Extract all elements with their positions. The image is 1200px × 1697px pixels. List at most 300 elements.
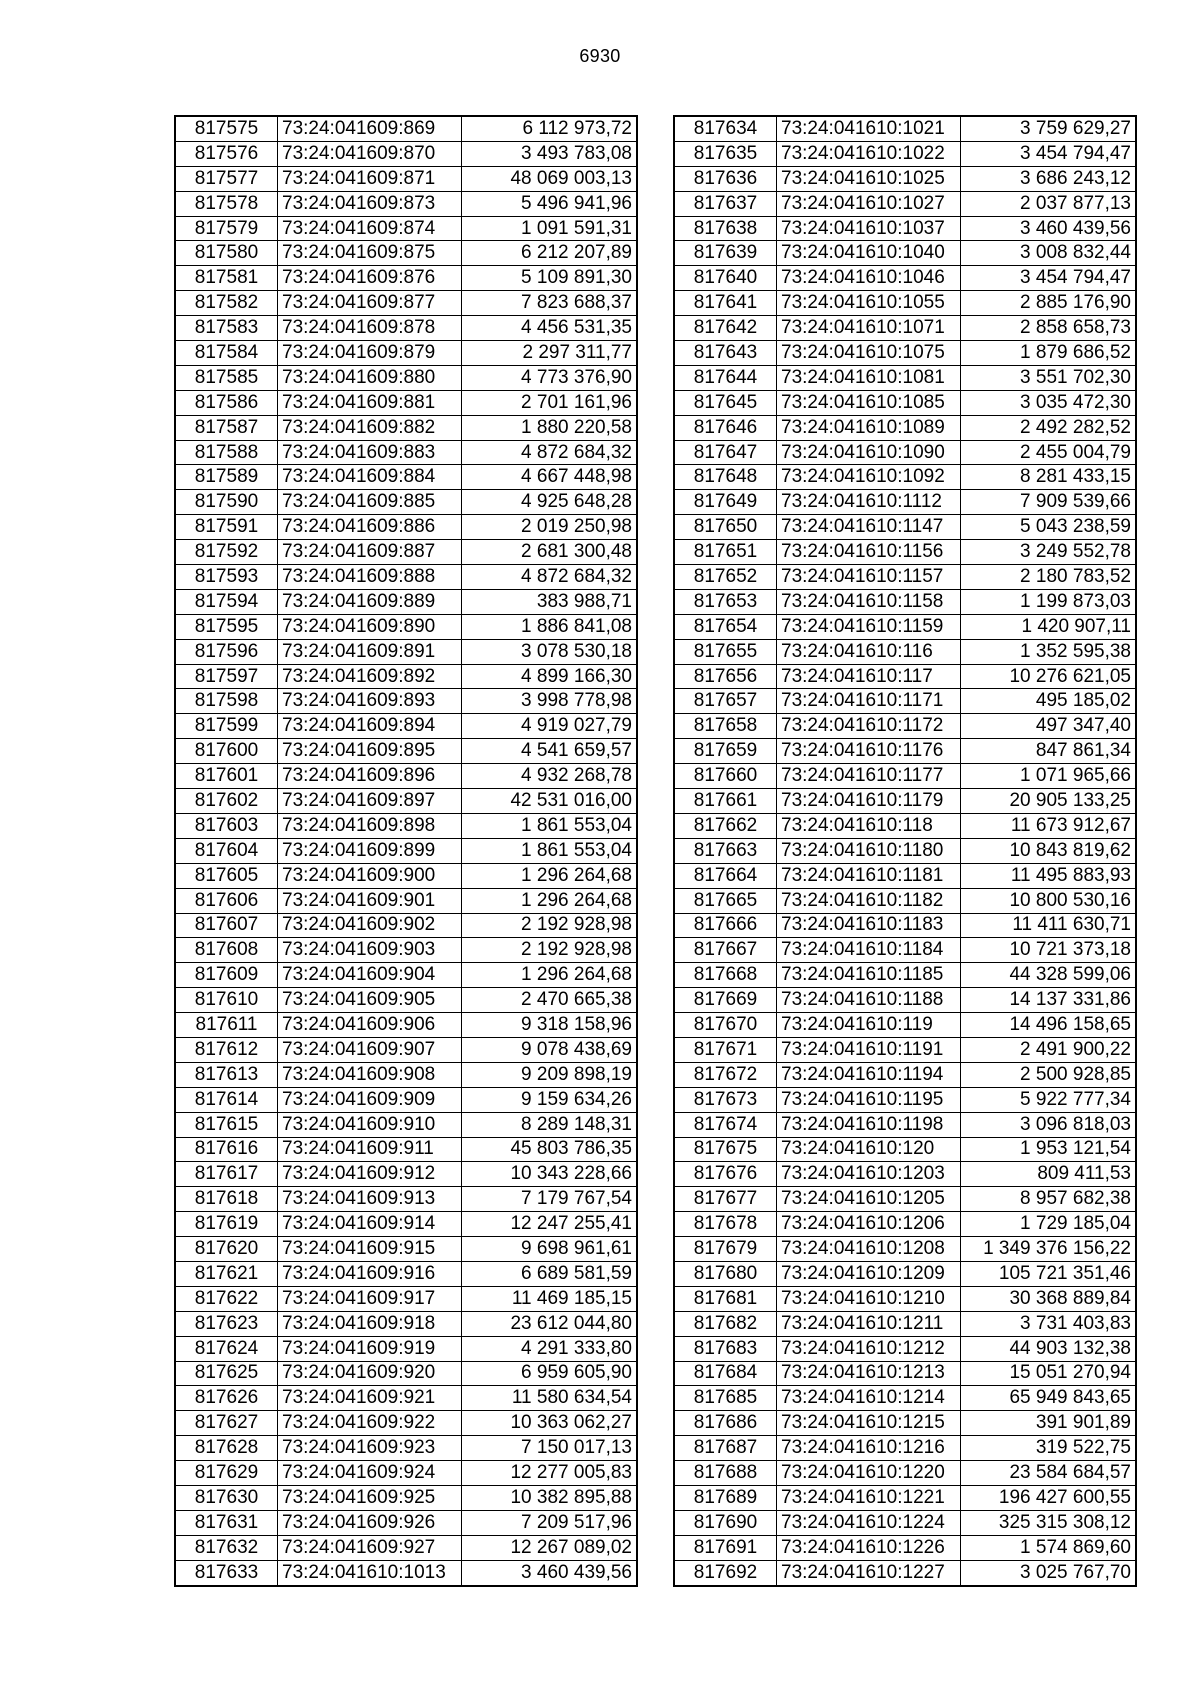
- table-row: [175, 1212, 637, 1237]
- cadastral-value-cell: 12 247 255,41: [462, 1212, 638, 1237]
- table-row: [674, 1037, 1136, 1062]
- cadastral-value-cell: 1 574 869,60: [961, 1535, 1137, 1560]
- cadastral-number-cell: 73:24:041609:876: [278, 266, 462, 291]
- table-row: [674, 938, 1136, 963]
- cadastral-value-cell: 20 905 133,25: [961, 789, 1137, 814]
- cadastral-number-cell: 73:24:041610:1182: [777, 888, 961, 913]
- table-row: [674, 166, 1136, 191]
- cadastral-number-cell: 73:24:041609:910: [278, 1112, 462, 1137]
- record-number-cell: 817619: [175, 1212, 278, 1237]
- table-row: [674, 988, 1136, 1013]
- cadastral-number-cell: 73:24:041610:1179: [777, 789, 961, 814]
- table-row: [175, 888, 637, 913]
- cadastral-value-cell: 391 901,89: [961, 1411, 1137, 1436]
- cadastral-value-cell: 4 919 027,79: [462, 714, 638, 739]
- cadastral-value-cell: 1 349 376 156,22: [961, 1237, 1137, 1262]
- cadastral-number-cell: 73:24:041610:1227: [777, 1560, 961, 1585]
- cadastral-value-cell: 2 297 311,77: [462, 341, 638, 366]
- record-number-cell: 817671: [674, 1037, 777, 1062]
- table-row: [674, 1560, 1136, 1585]
- record-number-cell: 817666: [674, 913, 777, 938]
- cadastral-number-cell: 73:24:041609:920: [278, 1361, 462, 1386]
- cadastral-value-cell: 10 363 062,27: [462, 1411, 638, 1436]
- cadastral-value-cell: 4 925 648,28: [462, 490, 638, 515]
- record-number-cell: 817590: [175, 490, 278, 515]
- cadastral-value-cell: 1 886 841,08: [462, 614, 638, 639]
- cadastral-value-cell: 4 872 684,32: [462, 565, 638, 590]
- cadastral-value-cell: 9 078 438,69: [462, 1037, 638, 1062]
- cadastral-number-cell: 73:24:041609:919: [278, 1336, 462, 1361]
- cadastral-number-cell: 73:24:041609:912: [278, 1162, 462, 1187]
- record-number-cell: 817656: [674, 664, 777, 689]
- table-row: [674, 316, 1136, 341]
- record-number-cell: 817653: [674, 589, 777, 614]
- table-row: [674, 490, 1136, 515]
- cadastral-value-cell: 7 179 767,54: [462, 1187, 638, 1212]
- table-row: [175, 1386, 637, 1411]
- cadastral-number-cell: 73:24:041610:1203: [777, 1162, 961, 1187]
- record-number-cell: 817670: [674, 1013, 777, 1038]
- cadastral-value-cell: 10 843 819,62: [961, 838, 1137, 863]
- cadastral-number-cell: 73:24:041610:1027: [777, 191, 961, 216]
- cadastral-number-cell: 73:24:041610:1085: [777, 390, 961, 415]
- record-number-cell: 817634: [674, 116, 777, 141]
- cadastral-number-cell: 73:24:041610:1184: [777, 938, 961, 963]
- cadastral-value-cell: 2 492 282,52: [961, 415, 1137, 440]
- record-number-cell: 817644: [674, 365, 777, 390]
- cadastral-number-cell: 73:24:041610:1022: [777, 141, 961, 166]
- record-number-cell: 817646: [674, 415, 777, 440]
- cadastral-value-cell: 11 580 634,54: [462, 1386, 638, 1411]
- cadastral-number-cell: 73:24:041610:1216: [777, 1436, 961, 1461]
- right-table: [673, 115, 1137, 1587]
- table-row: [674, 1212, 1136, 1237]
- cadastral-value-cell: 4 872 684,32: [462, 440, 638, 465]
- cadastral-value-cell: 4 667 448,98: [462, 465, 638, 490]
- cadastral-value-cell: 10 276 621,05: [961, 664, 1137, 689]
- table-row: [175, 341, 637, 366]
- record-number-cell: 817636: [674, 166, 777, 191]
- cadastral-value-cell: 105 721 351,46: [961, 1261, 1137, 1286]
- record-number-cell: 817677: [674, 1187, 777, 1212]
- cadastral-value-cell: 44 328 599,06: [961, 963, 1137, 988]
- table-row: [674, 341, 1136, 366]
- cadastral-number-cell: 73:24:041609:874: [278, 216, 462, 241]
- table-row: [674, 540, 1136, 565]
- record-number-cell: 817642: [674, 316, 777, 341]
- record-number-cell: 817667: [674, 938, 777, 963]
- cadastral-value-cell: 319 522,75: [961, 1436, 1137, 1461]
- cadastral-number-cell: 73:24:041609:905: [278, 988, 462, 1013]
- cadastral-number-cell: 73:24:041610:1185: [777, 963, 961, 988]
- record-number-cell: 817691: [674, 1535, 777, 1560]
- record-number-cell: 817604: [175, 838, 278, 863]
- cadastral-number-cell: 73:24:041609:877: [278, 291, 462, 316]
- cadastral-number-cell: 73:24:041610:1157: [777, 565, 961, 590]
- record-number-cell: 817682: [674, 1311, 777, 1336]
- record-number-cell: 817616: [175, 1137, 278, 1162]
- cadastral-number-cell: 73:24:041609:886: [278, 515, 462, 540]
- cadastral-value-cell: 6 112 973,72: [462, 116, 638, 141]
- cadastral-number-cell: 73:24:041609:901: [278, 888, 462, 913]
- table-row: [674, 1510, 1136, 1535]
- table-row: [175, 365, 637, 390]
- record-number-cell: 817596: [175, 639, 278, 664]
- record-number-cell: 817629: [175, 1461, 278, 1486]
- table-row: [175, 216, 637, 241]
- table-row: [175, 141, 637, 166]
- record-number-cell: 817639: [674, 241, 777, 266]
- cadastral-number-cell: 73:24:041610:1046: [777, 266, 961, 291]
- cadastral-number-cell: 73:24:041609:906: [278, 1013, 462, 1038]
- cadastral-value-cell: 4 899 166,30: [462, 664, 638, 689]
- record-number-cell: 817597: [175, 664, 278, 689]
- cadastral-number-cell: 73:24:041609:891: [278, 639, 462, 664]
- table-row: [674, 291, 1136, 316]
- cadastral-value-cell: 7 150 017,13: [462, 1436, 638, 1461]
- cadastral-number-cell: 73:24:041610:1089: [777, 415, 961, 440]
- cadastral-number-cell: 73:24:041609:869: [278, 116, 462, 141]
- record-number-cell: 817630: [175, 1485, 278, 1510]
- cadastral-value-cell: 2 701 161,96: [462, 390, 638, 415]
- record-number-cell: 817662: [674, 813, 777, 838]
- record-number-cell: 817628: [175, 1436, 278, 1461]
- cadastral-number-cell: 73:24:041610:1208: [777, 1237, 961, 1262]
- right-table-body: [674, 116, 1136, 1586]
- record-number-cell: 817618: [175, 1187, 278, 1212]
- cadastral-value-cell: 6 689 581,59: [462, 1261, 638, 1286]
- record-number-cell: 817673: [674, 1087, 777, 1112]
- cadastral-value-cell: 5 496 941,96: [462, 191, 638, 216]
- table-row: [674, 1286, 1136, 1311]
- cadastral-value-cell: 847 861,34: [961, 739, 1137, 764]
- record-number-cell: 817665: [674, 888, 777, 913]
- table-row: [175, 166, 637, 191]
- cadastral-value-cell: 11 495 883,93: [961, 863, 1137, 888]
- cadastral-number-cell: 73:24:041609:927: [278, 1535, 462, 1560]
- cadastral-number-cell: 73:24:041610:1220: [777, 1461, 961, 1486]
- table-row: [674, 1436, 1136, 1461]
- cadastral-value-cell: 196 427 600,55: [961, 1485, 1137, 1510]
- table-row: [674, 813, 1136, 838]
- cadastral-value-cell: 495 185,02: [961, 689, 1137, 714]
- left-table: [174, 115, 638, 1587]
- cadastral-number-cell: 73:24:041610:1158: [777, 589, 961, 614]
- cadastral-value-cell: 1 071 965,66: [961, 764, 1137, 789]
- cadastral-number-cell: 73:24:041610:116: [777, 639, 961, 664]
- cadastral-value-cell: 7 909 539,66: [961, 490, 1137, 515]
- cadastral-value-cell: 3 008 832,44: [961, 241, 1137, 266]
- table-row: [175, 789, 637, 814]
- cadastral-number-cell: 73:24:041610:1206: [777, 1212, 961, 1237]
- cadastral-number-cell: 73:24:041610:120: [777, 1137, 961, 1162]
- record-number-cell: 817652: [674, 565, 777, 590]
- cadastral-value-cell: 325 315 308,12: [961, 1510, 1137, 1535]
- record-number-cell: 817582: [175, 291, 278, 316]
- cadastral-number-cell: 73:24:041610:1188: [777, 988, 961, 1013]
- cadastral-number-cell: 73:24:041609:914: [278, 1212, 462, 1237]
- record-number-cell: 817600: [175, 739, 278, 764]
- cadastral-number-cell: 73:24:041609:908: [278, 1062, 462, 1087]
- table-row: [175, 191, 637, 216]
- table-row: [175, 515, 637, 540]
- record-number-cell: 817640: [674, 266, 777, 291]
- cadastral-value-cell: 3 460 439,56: [462, 1560, 638, 1585]
- table-row: [674, 714, 1136, 739]
- record-number-cell: 817648: [674, 465, 777, 490]
- cadastral-number-cell: 73:24:041610:1224: [777, 1510, 961, 1535]
- record-number-cell: 817613: [175, 1062, 278, 1087]
- cadastral-value-cell: 48 069 003,13: [462, 166, 638, 191]
- table-row: [674, 1112, 1136, 1137]
- cadastral-value-cell: 2 192 928,98: [462, 913, 638, 938]
- cadastral-value-cell: 6 959 605,90: [462, 1361, 638, 1386]
- cadastral-number-cell: 73:24:041610:1172: [777, 714, 961, 739]
- cadastral-value-cell: 5 109 891,30: [462, 266, 638, 291]
- cadastral-number-cell: 73:24:041610:1092: [777, 465, 961, 490]
- record-number-cell: 817620: [175, 1237, 278, 1262]
- cadastral-number-cell: 73:24:041610:1090: [777, 440, 961, 465]
- table-row: [674, 1386, 1136, 1411]
- cadastral-value-cell: 14 137 331,86: [961, 988, 1137, 1013]
- record-number-cell: 817587: [175, 415, 278, 440]
- cadastral-value-cell: 9 209 898,19: [462, 1062, 638, 1087]
- cadastral-number-cell: 73:24:041609:921: [278, 1386, 462, 1411]
- record-number-cell: 817631: [175, 1510, 278, 1535]
- cadastral-number-cell: 73:24:041610:1025: [777, 166, 961, 191]
- cadastral-value-cell: 9 698 961,61: [462, 1237, 638, 1262]
- table-row: [175, 1261, 637, 1286]
- record-number-cell: 817661: [674, 789, 777, 814]
- cadastral-number-cell: 73:24:041610:1226: [777, 1535, 961, 1560]
- cadastral-value-cell: 23 584 684,57: [961, 1461, 1137, 1486]
- cadastral-number-cell: 73:24:041609:896: [278, 764, 462, 789]
- cadastral-value-cell: 1 352 595,38: [961, 639, 1137, 664]
- cadastral-number-cell: 73:24:041610:1176: [777, 739, 961, 764]
- cadastral-number-cell: 73:24:041610:1209: [777, 1261, 961, 1286]
- cadastral-value-cell: 42 531 016,00: [462, 789, 638, 814]
- record-number-cell: 817581: [175, 266, 278, 291]
- cadastral-number-cell: 73:24:041609:898: [278, 813, 462, 838]
- cadastral-value-cell: 3 454 794,47: [961, 266, 1137, 291]
- cadastral-value-cell: 14 496 158,65: [961, 1013, 1137, 1038]
- cadastral-number-cell: 73:24:041609:885: [278, 490, 462, 515]
- cadastral-number-cell: 73:24:041610:1195: [777, 1087, 961, 1112]
- cadastral-number-cell: 73:24:041609:870: [278, 141, 462, 166]
- table-row: [674, 913, 1136, 938]
- record-number-cell: 817692: [674, 1560, 777, 1585]
- cadastral-value-cell: 2 180 783,52: [961, 565, 1137, 590]
- table-row: [175, 116, 637, 141]
- cadastral-number-cell: 73:24:041609:918: [278, 1311, 462, 1336]
- table-row: [674, 191, 1136, 216]
- table-row: [674, 1187, 1136, 1212]
- record-number-cell: 817609: [175, 963, 278, 988]
- table-row: [175, 565, 637, 590]
- record-number-cell: 817585: [175, 365, 278, 390]
- cadastral-number-cell: 73:24:041609:903: [278, 938, 462, 963]
- cadastral-number-cell: 73:24:041609:907: [278, 1037, 462, 1062]
- table-row: [674, 365, 1136, 390]
- record-number-cell: 817676: [674, 1162, 777, 1187]
- record-number-cell: 817689: [674, 1485, 777, 1510]
- cadastral-value-cell: 7 823 688,37: [462, 291, 638, 316]
- cadastral-value-cell: 2 455 004,79: [961, 440, 1137, 465]
- cadastral-value-cell: 3 078 530,18: [462, 639, 638, 664]
- cadastral-number-cell: 73:24:041610:1198: [777, 1112, 961, 1137]
- record-number-cell: 817659: [674, 739, 777, 764]
- record-number-cell: 817643: [674, 341, 777, 366]
- cadastral-value-cell: 2 681 300,48: [462, 540, 638, 565]
- cadastral-number-cell: 73:24:041609:873: [278, 191, 462, 216]
- table-row: [175, 714, 637, 739]
- cadastral-number-cell: 73:24:041610:1037: [777, 216, 961, 241]
- record-number-cell: 817615: [175, 1112, 278, 1137]
- record-number-cell: 817668: [674, 963, 777, 988]
- table-row: [175, 1062, 637, 1087]
- cadastral-number-cell: 73:24:041609:871: [278, 166, 462, 191]
- record-number-cell: 817595: [175, 614, 278, 639]
- cadastral-value-cell: 1 729 185,04: [961, 1212, 1137, 1237]
- table-row: [175, 1137, 637, 1162]
- record-number-cell: 817681: [674, 1286, 777, 1311]
- record-number-cell: 817657: [674, 689, 777, 714]
- cadastral-value-cell: 3 460 439,56: [961, 216, 1137, 241]
- cadastral-number-cell: 73:24:041609:888: [278, 565, 462, 590]
- record-number-cell: 817599: [175, 714, 278, 739]
- cadastral-number-cell: 73:24:041609:909: [278, 1087, 462, 1112]
- cadastral-value-cell: 1 296 264,68: [462, 863, 638, 888]
- cadastral-value-cell: 3 249 552,78: [961, 540, 1137, 565]
- table-row: [175, 813, 637, 838]
- cadastral-value-cell: 10 800 530,16: [961, 888, 1137, 913]
- record-number-cell: 817669: [674, 988, 777, 1013]
- cadastral-value-cell: 4 541 659,57: [462, 739, 638, 764]
- table-row: [175, 1087, 637, 1112]
- cadastral-number-cell: 73:24:041609:878: [278, 316, 462, 341]
- record-number-cell: 817617: [175, 1162, 278, 1187]
- table-row: [175, 241, 637, 266]
- record-number-cell: 817675: [674, 1137, 777, 1162]
- record-number-cell: 817663: [674, 838, 777, 863]
- record-number-cell: 817580: [175, 241, 278, 266]
- record-number-cell: 817591: [175, 515, 278, 540]
- record-number-cell: 817589: [175, 465, 278, 490]
- cadastral-number-cell: 73:24:041610:1213: [777, 1361, 961, 1386]
- cadastral-number-cell: 73:24:041609:923: [278, 1436, 462, 1461]
- record-number-cell: 817654: [674, 614, 777, 639]
- cadastral-value-cell: 12 277 005,83: [462, 1461, 638, 1486]
- table-row: [175, 589, 637, 614]
- cadastral-value-cell: 30 368 889,84: [961, 1286, 1137, 1311]
- table-row: [175, 490, 637, 515]
- table-row: [175, 266, 637, 291]
- table-row: [175, 1162, 637, 1187]
- table-row: [674, 241, 1136, 266]
- cadastral-value-cell: 3 493 783,08: [462, 141, 638, 166]
- cadastral-number-cell: 73:24:041609:895: [278, 739, 462, 764]
- record-number-cell: 817679: [674, 1237, 777, 1262]
- cadastral-number-cell: 73:24:041609:916: [278, 1261, 462, 1286]
- record-number-cell: 817633: [175, 1560, 278, 1585]
- record-number-cell: 817672: [674, 1062, 777, 1087]
- cadastral-value-cell: 12 267 089,02: [462, 1535, 638, 1560]
- table-row: [674, 1261, 1136, 1286]
- cadastral-number-cell: 73:24:041610:1205: [777, 1187, 961, 1212]
- table-row: [175, 1485, 637, 1510]
- table-row: [674, 465, 1136, 490]
- table-row: [674, 1087, 1136, 1112]
- table-row: [674, 1535, 1136, 1560]
- cadastral-value-cell: 7 209 517,96: [462, 1510, 638, 1535]
- table-row: [175, 1510, 637, 1535]
- table-row: [175, 1411, 637, 1436]
- table-row: [175, 540, 637, 565]
- table-row: [175, 689, 637, 714]
- cadastral-value-cell: 45 803 786,35: [462, 1137, 638, 1162]
- left-table-body: [175, 116, 637, 1586]
- cadastral-number-cell: 73:24:041610:1214: [777, 1386, 961, 1411]
- cadastral-number-cell: 73:24:041610:1211: [777, 1311, 961, 1336]
- cadastral-number-cell: 73:24:041609:893: [278, 689, 462, 714]
- cadastral-number-cell: 73:24:041609:897: [278, 789, 462, 814]
- record-number-cell: 817664: [674, 863, 777, 888]
- cadastral-number-cell: 73:24:041609:884: [278, 465, 462, 490]
- record-number-cell: 817621: [175, 1261, 278, 1286]
- table-row: [674, 1485, 1136, 1510]
- cadastral-value-cell: 3 998 778,98: [462, 689, 638, 714]
- cadastral-value-cell: 3 686 243,12: [961, 166, 1137, 191]
- cadastral-value-cell: 8 289 148,31: [462, 1112, 638, 1137]
- cadastral-value-cell: 1 953 121,54: [961, 1137, 1137, 1162]
- table-row: [674, 116, 1136, 141]
- cadastral-value-cell: 11 469 185,15: [462, 1286, 638, 1311]
- cadastral-value-cell: 10 382 895,88: [462, 1485, 638, 1510]
- table-row: [175, 1112, 637, 1137]
- record-number-cell: 817688: [674, 1461, 777, 1486]
- cadastral-number-cell: 73:24:041610:1147: [777, 515, 961, 540]
- record-number-cell: 817594: [175, 589, 278, 614]
- record-number-cell: 817583: [175, 316, 278, 341]
- record-number-cell: 817649: [674, 490, 777, 515]
- table-row: [175, 938, 637, 963]
- table-row: [674, 888, 1136, 913]
- table-row: [175, 639, 637, 664]
- cadastral-number-cell: 73:24:041609:911: [278, 1137, 462, 1162]
- record-number-cell: 817606: [175, 888, 278, 913]
- cadastral-number-cell: 73:24:041609:875: [278, 241, 462, 266]
- cadastral-number-cell: 73:24:041610:1191: [777, 1037, 961, 1062]
- table-row: [674, 1062, 1136, 1087]
- cadastral-value-cell: 1 091 591,31: [462, 216, 638, 241]
- record-number-cell: 817592: [175, 540, 278, 565]
- cadastral-number-cell: 73:24:041609:922: [278, 1411, 462, 1436]
- table-row: [175, 838, 637, 863]
- cadastral-value-cell: 4 456 531,35: [462, 316, 638, 341]
- cadastral-value-cell: 3 035 472,30: [961, 390, 1137, 415]
- cadastral-number-cell: 73:24:041609:880: [278, 365, 462, 390]
- cadastral-number-cell: 73:24:041610:118: [777, 813, 961, 838]
- table-row: [175, 1237, 637, 1262]
- record-number-cell: 817655: [674, 639, 777, 664]
- table-row: [175, 1436, 637, 1461]
- table-row: [674, 266, 1136, 291]
- cadastral-number-cell: 73:24:041610:119: [777, 1013, 961, 1038]
- cadastral-value-cell: 65 949 843,65: [961, 1386, 1137, 1411]
- table-row: [674, 739, 1136, 764]
- table-row: [175, 465, 637, 490]
- cadastral-value-cell: 9 318 158,96: [462, 1013, 638, 1038]
